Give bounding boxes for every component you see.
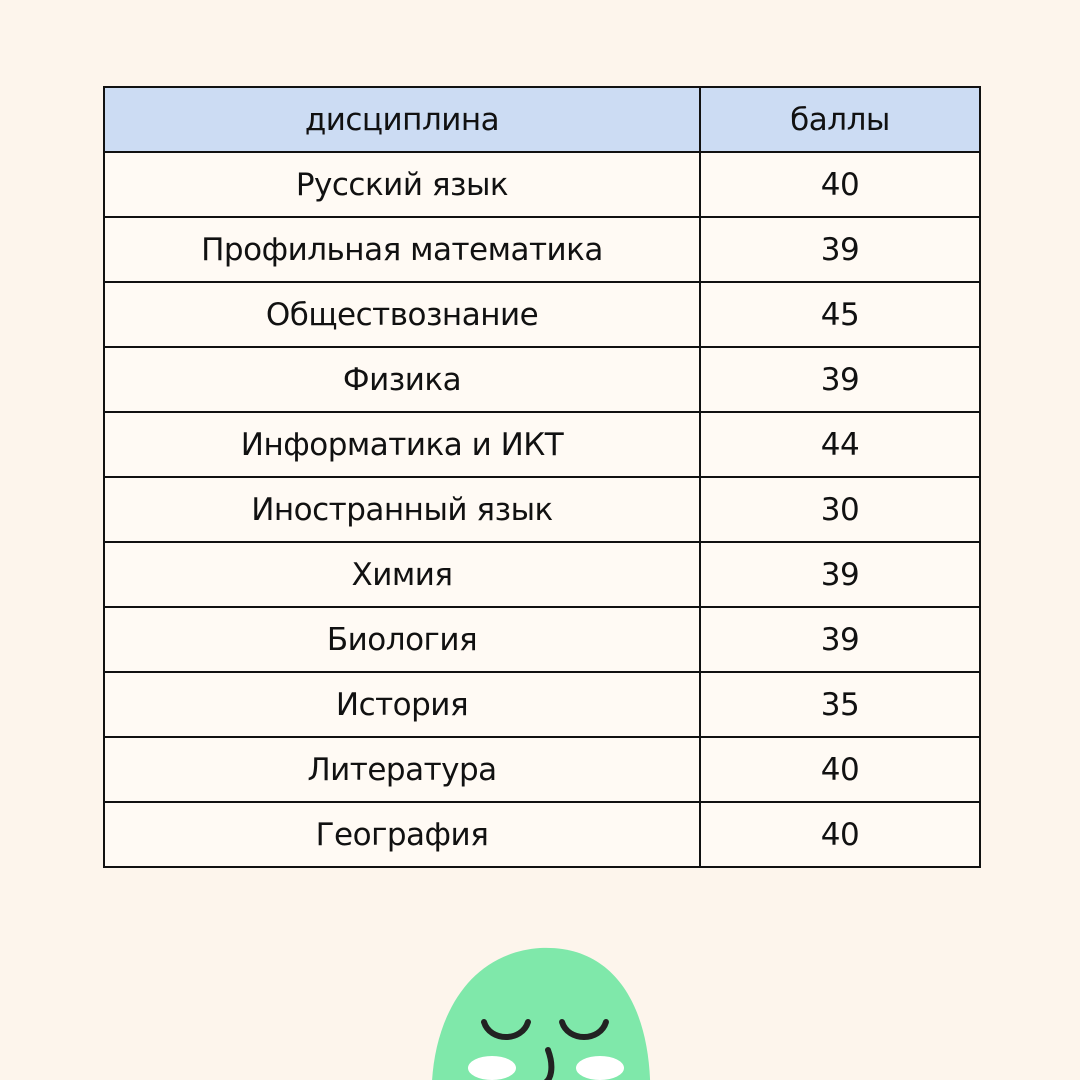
mascot-right-cheek	[576, 1056, 624, 1080]
table-row	[104, 477, 980, 542]
table-row	[104, 152, 980, 217]
score-cell: 35	[700, 672, 980, 737]
subject-cell: Иностранный язык	[104, 477, 700, 542]
header-subject: дисциплина	[104, 87, 700, 152]
subject-cell: Информатика и ИКТ	[104, 412, 700, 477]
table-row	[104, 347, 980, 412]
table-row	[104, 802, 980, 867]
score-cell: 39	[700, 542, 980, 607]
subject-cell: История	[104, 672, 700, 737]
subject-cell: Профильная математика	[104, 217, 700, 282]
table-row	[104, 542, 980, 607]
subject-cell: Литература	[104, 737, 700, 802]
subject-cell: Биология	[104, 607, 700, 672]
score-cell: 30	[700, 477, 980, 542]
table-header-row	[104, 87, 980, 152]
table-row	[104, 737, 980, 802]
score-cell: 44	[700, 412, 980, 477]
score-cell: 40	[700, 802, 980, 867]
subject-cell: Физика	[104, 347, 700, 412]
table-row	[104, 217, 980, 282]
score-cell: 40	[700, 152, 980, 217]
score-cell: 40	[700, 737, 980, 802]
score-cell: 39	[700, 607, 980, 672]
score-cell: 39	[700, 217, 980, 282]
subject-cell: Химия	[104, 542, 700, 607]
subject-cell: Русский язык	[104, 152, 700, 217]
table-row	[104, 672, 980, 737]
score-cell: 45	[700, 282, 980, 347]
mascot-left-cheek	[468, 1056, 516, 1080]
header-score: баллы	[700, 87, 980, 152]
table-row	[104, 607, 980, 672]
table-row	[104, 412, 980, 477]
sleepy-blob-mascot-icon	[430, 946, 652, 1080]
score-cell: 39	[700, 347, 980, 412]
subject-cell: География	[104, 802, 700, 867]
subject-cell: Обществознание	[104, 282, 700, 347]
scores-table	[103, 86, 981, 868]
table-row	[104, 282, 980, 347]
